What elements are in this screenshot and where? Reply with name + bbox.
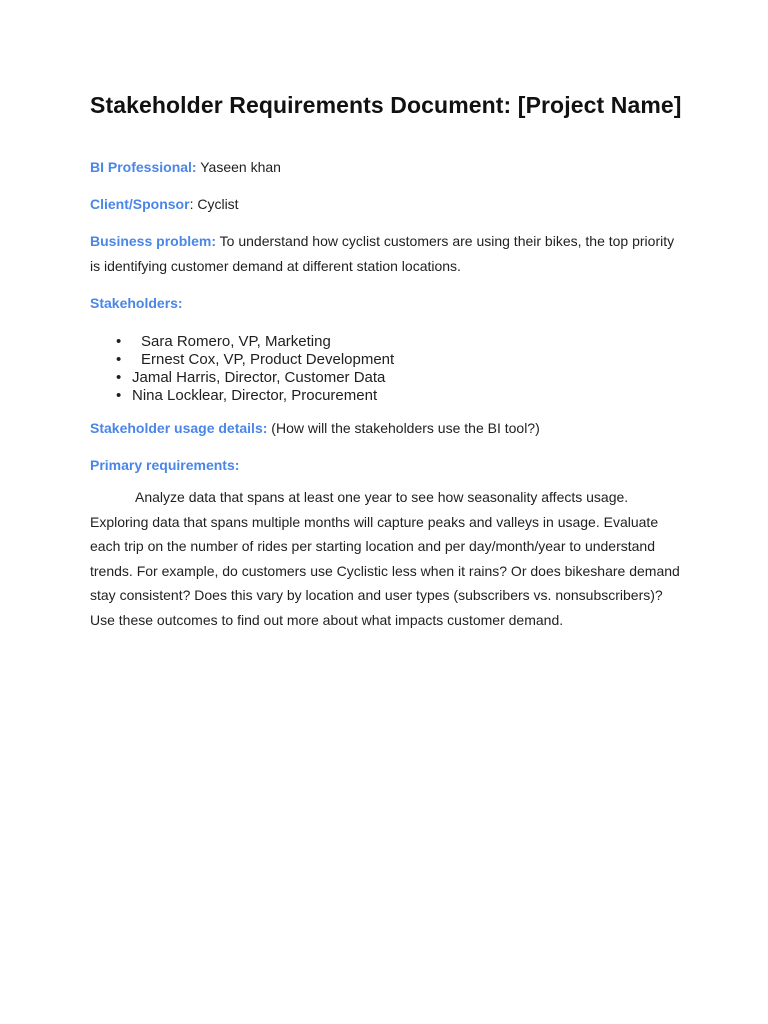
- stakeholder-name: Ernest Cox, VP, Product Development: [141, 351, 395, 368]
- primary-requirements-heading: [90, 453, 680, 478]
- bullet-icon: •: [116, 369, 122, 386]
- bi-professional-label: BI Professional:: [90, 159, 197, 175]
- stakeholder-name: Jamal Harris, Director, Customer Data: [132, 369, 386, 386]
- bi-professional-value: Yaseen khan: [196, 159, 281, 175]
- client-sponsor-label: Client/Sponsor: [90, 196, 190, 212]
- primary-requirements-label: Primary requirements: [90, 457, 235, 473]
- usage-details-colon: :: [262, 420, 268, 436]
- client-sponsor-field: [90, 192, 680, 217]
- list-item: [110, 369, 394, 387]
- business-problem-value: To understand how cyclist customers are using their bikes, the top priority is identifying customer demand at different station locations.: [90, 233, 675, 274]
- stakeholder-name: Sara Romero, VP, Marketing: [141, 333, 331, 350]
- stakeholder-name: Nina Locklear, Director, Procurement: [132, 387, 378, 404]
- list-item: [110, 333, 394, 351]
- business-problem-field: [90, 229, 680, 279]
- bullet-icon: •: [116, 351, 122, 368]
- usage-details-field: [90, 416, 680, 441]
- business-problem-label: Business problem:: [90, 233, 217, 249]
- bullet-icon: •: [116, 387, 122, 404]
- list-item: [110, 351, 394, 369]
- usage-details-label: Stakeholder usage details: [90, 420, 263, 436]
- bullet-icon: •: [116, 333, 122, 350]
- client-sponsor-value: : Cyclist: [189, 196, 239, 212]
- primary-requirements-paragraph: Analyze data that spans at least one year to see how seasonality affects usage. Exploring data that spans multiple months will capture peaks and valleys in usage. Evaluate each trip on the number of rides per starting location and per day/month/year to understand trends. For example, do customers use Cyclistic less when it rains? Or does bikeshare demand stay consistent? Does this vary by location and user types (subscribers vs. nonsubscribers)? Use these outcomes to find out more about what impacts customer demand.: [90, 489, 680, 628]
- bi-professional-field: [90, 155, 680, 180]
- stakeholders-heading: [90, 291, 680, 316]
- stakeholders-label: Stakeholders:: [90, 295, 183, 311]
- usage-details-value: (How will the stakeholders use the BI tool?): [267, 420, 540, 436]
- document-title: Stakeholder Requirements Document: [Project Name]: [90, 92, 682, 118]
- stakeholders-list: [110, 333, 394, 405]
- primary-requirements-colon: :: [234, 457, 240, 473]
- list-item: [110, 387, 394, 405]
